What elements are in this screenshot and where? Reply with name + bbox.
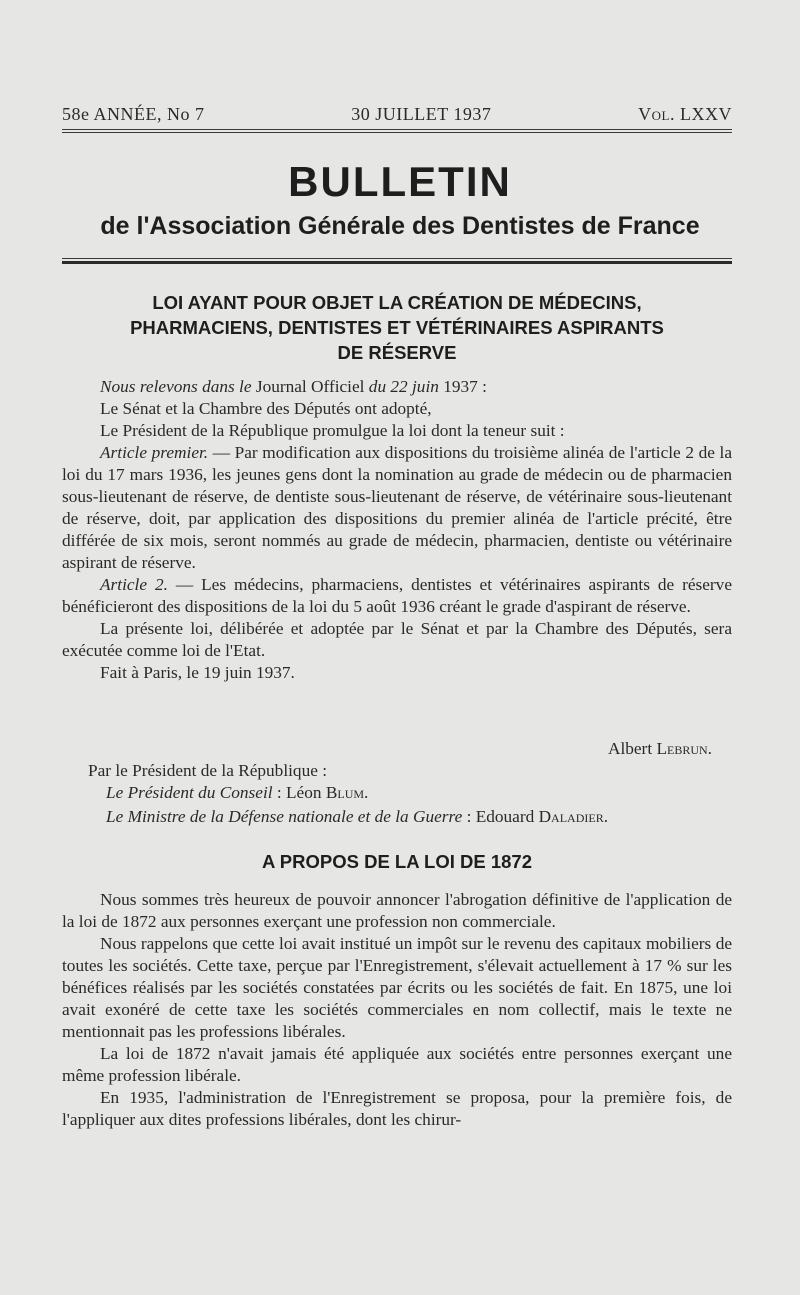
signature-conseil: Le Président du Conseil : Léon Blum. <box>106 783 369 802</box>
article-label: Article 2. <box>100 575 168 594</box>
paragraph: Le Président de la République promulgue la loi dont la teneur suit : <box>100 421 565 440</box>
signature-president: Albert Lebrun. <box>607 739 712 758</box>
article-title-line: PHARMACIENS, DENTISTES ET VÉTÉRINAIRES ASPIRANTS <box>130 317 664 338</box>
article-1-paragraph: Article premier. — Par modification aux dispositions du troisième alinéa de l'article 2 de la loi du 17 mars 1936, les jeunes gens dont la nomination au grade de médecin ou de pharmacien sous-lieutenant de réserve, de dentiste sous-lieutenant de réserve, de vétérinaire sous-lieutenant de réserve, doit, par application des dispositions du premier alinéa de l'article précité, être différée de six mois, seront nommés au grade de médecin, pharmacien, dentiste ou vétérinaire aspirant de réserve. <box>62 443 732 572</box>
article-2-paragraph: Article 2. — Les médecins, pharmaciens, dentistes et vétérinaires aspirants de réserve bénéficieront des dispositions de la loi du 5 août 1936 créant le grade d'aspirant de réserve. <box>62 575 732 616</box>
paragraph: Le Sénat et la Chambre des Députés ont adopté, <box>100 399 432 418</box>
masthead-subtitle: de l'Association Générale des Dentistes de France <box>100 212 700 240</box>
header-rule <box>62 129 732 130</box>
paragraph: Nous sommes très heureux de pouvoir annoncer l'abrogation définitive de l'application de la loi de 1872 aux personnes exerçant une profession non commerciale. <box>62 890 732 931</box>
masthead-rule <box>62 258 732 259</box>
header-date: 30 JUILLET 1937 <box>351 104 492 124</box>
running-header <box>62 104 732 125</box>
article-title-line: DE RÉSERVE <box>337 342 457 363</box>
article-label: Article premier. <box>100 443 209 462</box>
article-title <box>62 290 732 365</box>
masthead-rule-thick <box>62 261 732 264</box>
paragraph: Nous rappelons que cette loi avait institué un impôt sur le revenu des capitaux mobiliers de toutes les sociétés. Cette taxe, perçue par l'Enregistrement, s'élevait actuellement à 17 % sur les bénéfices réalisés par les sociétés constatées par écrits ou les sociétés de fait. En 1875, une loi avait exonéré de cette taxe les sociétés commerciales en nom collectif, mais le texte ne mentionnait pas les professions libérales. <box>62 934 732 1041</box>
paragraph: La présente loi, délibérée et adoptée par le Sénat et par la Chambre des Députés, sera exécutée comme loi de l'Etat. <box>62 619 732 660</box>
paragraph: En 1935, l'administration de l'Enregistrement se proposa, pour la première fois, de l'appliquer aux dites professions libérales, dont les chirur- <box>62 1088 732 1129</box>
par-le-president: Par le Président de la République : <box>88 761 328 780</box>
signature-ministre: Le Ministre de la Défense nationale et de la Guerre : Edouard Daladier. <box>106 807 609 826</box>
section-body <box>62 889 732 1131</box>
section-title: A PROPOS DE LA LOI DE 1872 <box>261 851 533 872</box>
masthead-title: BULLETIN <box>288 158 512 205</box>
header-volume: Vol. LXXV <box>638 104 732 124</box>
article-title-line: LOI AYANT POUR OBJET LA CRÉATION DE MÉDECINS, <box>152 292 642 313</box>
paragraph: La loi de 1872 n'avait jamais été appliquée aux sociétés entre personnes exerçant une même profession libérale. <box>62 1044 732 1085</box>
intro-paragraph: Nous relevons dans le Journal Officiel du 22 juin 1937 : <box>100 377 487 396</box>
article-body <box>62 376 732 684</box>
date-place-line: Fait à Paris, le 19 juin 1937. <box>100 663 295 682</box>
header-year-number: 58e ANNÉE, No 7 <box>62 104 205 124</box>
header-rule-double <box>62 132 732 133</box>
